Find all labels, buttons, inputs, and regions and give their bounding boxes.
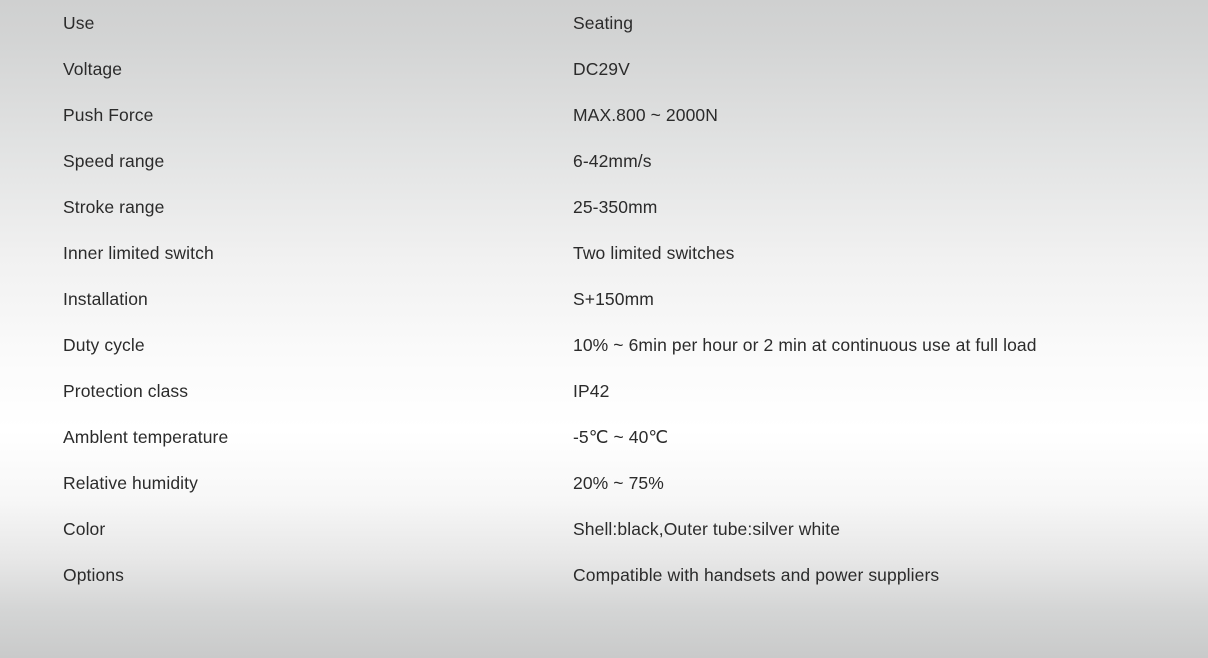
table-row [63, 138, 1183, 184]
spec-value: 10% ~ 6min per hour or 2 min at continuous use at full load [573, 335, 1037, 355]
spec-label: Installation [63, 289, 148, 309]
spec-label: Protection class [63, 381, 189, 401]
spec-label: Voltage [63, 59, 123, 79]
table-row [63, 368, 1183, 414]
spec-label: Use [63, 13, 95, 33]
spec-label: Amblent temperature [63, 427, 229, 447]
specification-table [63, 0, 1183, 598]
table-row [63, 414, 1183, 460]
spec-label: Speed range [63, 151, 165, 171]
spec-value: DC29V [573, 59, 630, 79]
table-row [63, 0, 1183, 46]
spec-label: Inner limited switch [63, 243, 214, 263]
table-row [63, 276, 1183, 322]
spec-label: Color [63, 519, 106, 539]
spec-value: -5℃ ~ 40℃ [573, 427, 669, 447]
spec-label: Relative humidity [63, 473, 198, 493]
spec-value: Two limited switches [573, 243, 735, 263]
spec-value: IP42 [573, 381, 610, 401]
spec-value: Compatible with handsets and power suppliers [573, 565, 940, 585]
table-row [63, 322, 1183, 368]
specification-table-body [63, 0, 1183, 598]
table-row [63, 552, 1183, 598]
table-row [63, 460, 1183, 506]
spec-value: Seating [573, 13, 634, 33]
spec-value: 20% ~ 75% [573, 473, 664, 493]
table-row [63, 92, 1183, 138]
spec-value: Shell:black,Outer tube:silver white [573, 519, 841, 539]
spec-label: Duty cycle [63, 335, 145, 355]
spec-label: Push Force [63, 105, 154, 125]
table-row [63, 506, 1183, 552]
spec-value: S+150mm [573, 289, 654, 309]
spec-label: Stroke range [63, 197, 165, 217]
table-row [63, 230, 1183, 276]
spec-value: MAX.800 ~ 2000N [573, 105, 718, 125]
spec-value: 25-350mm [573, 197, 658, 217]
spec-label: Options [63, 565, 125, 585]
table-row [63, 46, 1183, 92]
spec-value: 6-42mm/s [573, 151, 652, 171]
table-row [63, 184, 1183, 230]
